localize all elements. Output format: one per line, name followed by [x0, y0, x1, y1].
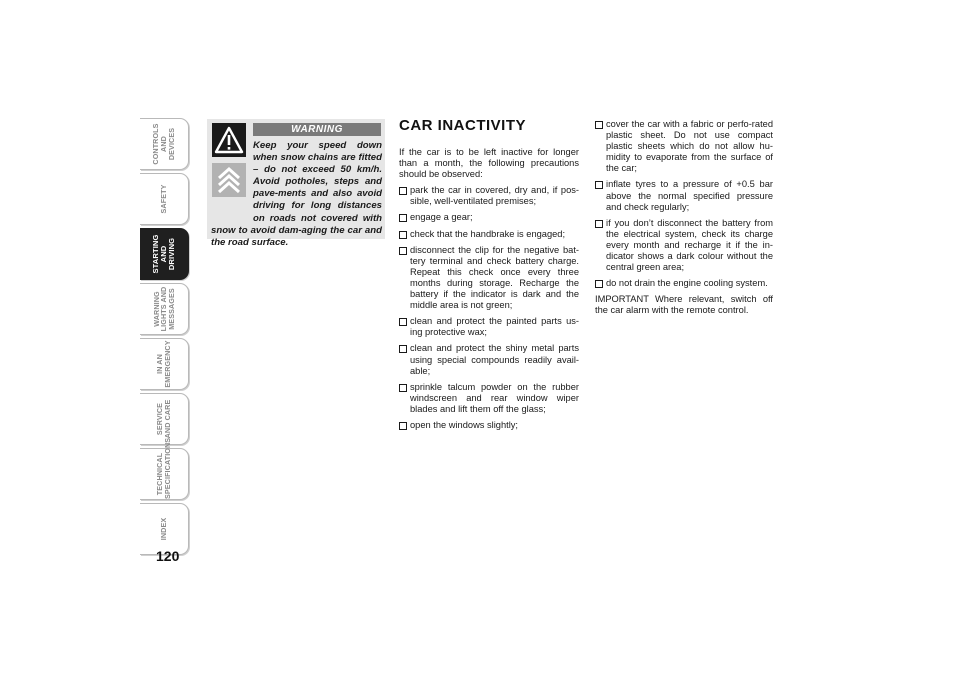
section-title: CAR INACTIVITY [399, 117, 526, 134]
tab-label: WARNING LIGHTS AND MESSAGES [151, 286, 176, 332]
list-item: disconnect the clip for the negative bat-tery terminal and check battery charge. Repeat this check once every three months during storage. Recharge the battery if the indicator is dark and the middle area is not green; [399, 245, 579, 312]
list-item: if you don’t disconnect the battery from the electrical system, check its charge every month and recharge it if the in-dicator shows a dark colour without the central green area; [595, 218, 773, 273]
chapter-tabs [140, 118, 190, 558]
tab-label: STARTING AND DRIVING [151, 234, 176, 274]
list-item: do not drain the engine cooling system. [595, 278, 773, 289]
text-column-2 [595, 119, 773, 322]
list-item: cover the car with a fabric or perfo-rated plastic sheet. Do not use compact plastic sheets which do not allow hu-midity to evaporate from the surface of the car; [595, 119, 773, 174]
checkbox-bullet-icon [595, 280, 603, 288]
tab-label: IN AN EMERGENCY [155, 340, 172, 388]
warning-box [207, 119, 385, 248]
checkbox-bullet-icon [399, 422, 407, 430]
intro-paragraph: If the car is to be left inactive for longer than a month, the following precautions should be observed: [399, 147, 579, 180]
snow-chains-icon [212, 163, 246, 197]
checkbox-bullet-icon [595, 121, 603, 129]
list-item: park the car in covered, dry and, if pos-sible, well-ventilated premises; [399, 185, 579, 207]
tab-label: CONTROLS AND DEVICES [151, 123, 176, 165]
tab-in-an-emergency[interactable] [140, 338, 189, 390]
tab-label: SERVICE AND CARE [155, 399, 172, 439]
tab-label: TECHNICAL SPECIFICATIONS [155, 437, 172, 499]
tab-warning-lights-and-messages[interactable] [140, 283, 189, 335]
tab-technical-specifications[interactable] [140, 437, 189, 500]
warning-text: Keep your speed down when snow chains are fitted – do not exceed 50 km/h. Avoid potholes, steps and pave-ments and also avoid driving for long distances on roads not covered with snow to avoid dam-aging the car and the road surface. [211, 140, 382, 248]
warning-triangle-icon [212, 123, 246, 157]
tab-controls-and-devices[interactable] [140, 118, 189, 170]
tab-starting-and-driving[interactable] [140, 228, 189, 280]
list-item: open the windows slightly; [399, 420, 579, 431]
checkbox-bullet-icon [399, 187, 407, 195]
list-item: sprinkle talcum powder on the rubber windscreen and rear window wiper blades and lift them off the glass; [399, 382, 579, 415]
checkbox-bullet-icon [399, 247, 407, 255]
list-item: inflate tyres to a pressure of +0.5 bar above the normal specified pressure and check regularly; [595, 179, 773, 212]
list-item: clean and protect the painted parts us-ing protective wax; [399, 316, 579, 338]
page-number: 120 [156, 548, 180, 564]
checkbox-bullet-icon [399, 318, 407, 326]
tab-safety[interactable] [140, 173, 189, 225]
checkbox-bullet-icon [595, 181, 603, 189]
list-item: engage a gear; [399, 212, 579, 223]
checkbox-bullet-icon [399, 214, 407, 222]
important-note: IMPORTANT Where relevant, switch off the car alarm with the remote control. [595, 294, 773, 316]
warning-header: WARNING [253, 123, 381, 136]
list-item: check that the handbrake is engaged; [399, 229, 579, 240]
checkbox-bullet-icon [595, 220, 603, 228]
checkbox-bullet-icon [399, 231, 407, 239]
tab-label: SAFETY [159, 184, 168, 214]
text-column-1 [399, 147, 579, 436]
list-item: clean and protect the shiny metal parts using special compounds readily avail-able; [399, 343, 579, 376]
checkbox-bullet-icon [399, 384, 407, 392]
tab-label: INDEX [159, 517, 168, 541]
checkbox-bullet-icon [399, 345, 407, 353]
